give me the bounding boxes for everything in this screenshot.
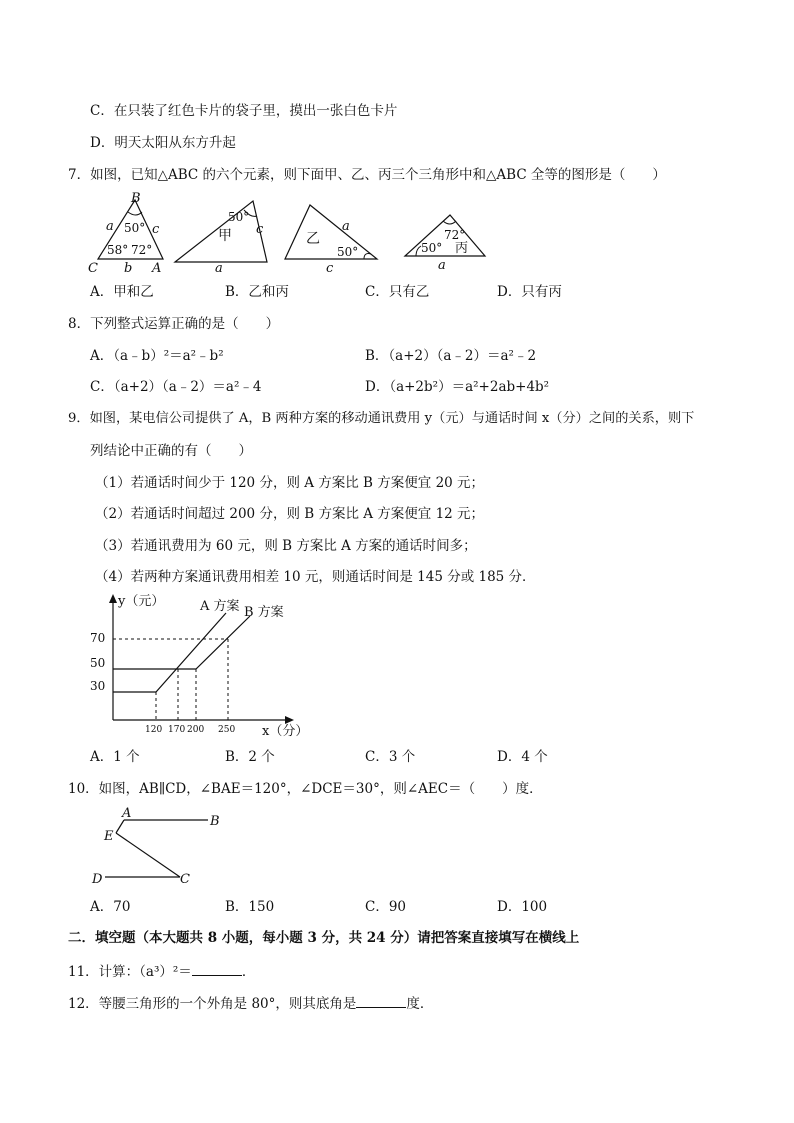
q8-option-c: C．（a+2）（a﹣2）＝a²﹣4	[90, 379, 262, 395]
y-tick-50: 50	[90, 656, 106, 670]
yi-name: 乙	[306, 231, 320, 247]
q9-item-4: （4）若两种方案通讯费用相差 10 元，则通话时间是 145 分或 185 分．	[95, 569, 536, 585]
q6-option-d: D．明天太阳从东方升起	[90, 135, 236, 151]
q7-option-d: D．只有丙	[497, 284, 562, 300]
label-e: E	[104, 829, 114, 844]
y-tick-70: 70	[90, 631, 106, 645]
triangle-bing	[405, 215, 485, 273]
q9-option-b: B．2 个	[225, 749, 275, 765]
angle-a: 72°	[131, 243, 153, 257]
bing-name: 丙	[455, 241, 469, 256]
yi-side-c: c	[326, 261, 334, 276]
line-b-label: B 方案	[244, 605, 284, 620]
label-a: A	[152, 261, 162, 276]
angle-c: 58°	[107, 243, 129, 257]
x-tick-250: 250	[218, 725, 236, 735]
bing-angle-left: 50°	[421, 241, 443, 255]
q9-option-d: D．4 个	[497, 749, 548, 765]
angle-b: 50°	[124, 221, 146, 235]
q10-option-b: B．150	[225, 899, 275, 915]
yi-angle: 50°	[337, 245, 359, 259]
q9-option-a: A．1 个	[90, 749, 140, 765]
q9-item-3: （3）若通讯费用为 60 元，则 B 方案比 A 方案的通话时间多；	[95, 538, 477, 554]
q9-graph	[0, 592, 794, 742]
jia-side-a: a	[215, 261, 223, 276]
yi-side-a: a	[342, 219, 350, 234]
q10-figure	[0, 805, 794, 890]
q9-option-c: C．3 个	[365, 749, 416, 765]
q10-option-a: A．70	[90, 899, 131, 915]
q12-line	[68, 993, 433, 1013]
x-tick-170: 170	[168, 725, 186, 735]
q12-stem: 12．等腰三角形的一个外角是 80°，则其底角是	[68, 996, 357, 1012]
q7-option-b: B．乙和丙	[225, 284, 289, 300]
q7-option-a: A．甲和乙	[90, 284, 154, 300]
side-a: a	[106, 219, 114, 234]
bing-side-a: a	[438, 258, 446, 273]
x-tick-200: 200	[187, 725, 205, 735]
jia-name: 甲	[218, 228, 232, 244]
jia-angle: 50°	[228, 210, 250, 224]
q7-option-c: C．只有乙	[365, 284, 430, 300]
q9-stem-line2: 列结论中正确的有（ ）	[90, 443, 252, 459]
q8-option-b: B．（a+2）（a﹣2）＝a²﹣2	[365, 348, 537, 364]
label-d: D	[92, 872, 103, 887]
q10-stem: 10．如图，AB∥CD，∠BAE＝120°，∠DCE＝30°，则∠AEC＝（ ）度．	[68, 781, 543, 797]
label-c: C	[88, 261, 98, 276]
q9-stem-line1: 9．如图，某电信公司提供了 A，B 两种方案的移动通讯费用 y（元）与通话时间 x（分）之间的关系，则下	[68, 411, 695, 426]
y-axis-label: y（元）	[118, 594, 165, 609]
q7-stem: 7．如图，已知△ABC 的六个元素，则下面甲、乙、丙三个三角形中和△ABC 全等的图形是（ ）	[68, 167, 666, 183]
q8-stem: 8．下列整式运算正确的是（ ）	[68, 316, 280, 332]
q10-option-d: D．100	[497, 899, 548, 915]
jia-side-c: c	[256, 222, 264, 237]
q11-answer-blank[interactable]	[192, 961, 242, 976]
q7-figure	[0, 188, 794, 278]
section-2-heading: 二．填空题（本大题共 8 小题，每小题 3 分，共 24 分）请把答案直接填写在横线上	[68, 930, 580, 946]
label-c: C	[180, 872, 190, 887]
q10-option-c: C．90	[365, 899, 407, 915]
q11-stem: 11．计算：（a³）²＝	[68, 964, 192, 980]
line-a-label: A 方案	[200, 599, 240, 614]
q12-answer-blank[interactable]	[356, 993, 406, 1008]
triangle-jia	[175, 201, 267, 276]
bing-angle-top: 72°	[444, 228, 466, 242]
triangle-yi	[285, 205, 377, 276]
q8-option-d: D．（a+2b²）＝a²+2ab+4b²	[365, 379, 550, 395]
q8-option-a: A．（a﹣b）²＝a²﹣b²	[90, 348, 224, 364]
label-b: B	[210, 814, 220, 829]
q9-item-1: （1）若通话时间少于 120 分，则 A 方案比 B 方案便宜 20 元；	[95, 475, 485, 491]
label-a: A	[122, 806, 132, 821]
q9-item-2: （2）若通话时间超过 200 分，则 B 方案比 A 方案便宜 12 元；	[95, 506, 485, 522]
side-c: c	[152, 222, 160, 237]
triangle-abc	[88, 191, 163, 276]
side-b: b	[124, 261, 133, 276]
x-axis-label: x（分）	[262, 724, 309, 739]
q11-end: ．	[241, 964, 256, 980]
y-tick-30: 30	[90, 679, 106, 693]
label-b: B	[131, 191, 141, 206]
line-a	[113, 613, 226, 692]
q11-line	[68, 961, 255, 981]
q6-option-c: C．在只装了红色卡片的袋子里，摸出一张白色卡片	[90, 103, 398, 119]
q12-end: 度．	[406, 996, 434, 1012]
x-tick-120: 120	[145, 725, 163, 735]
line-b	[113, 616, 250, 669]
